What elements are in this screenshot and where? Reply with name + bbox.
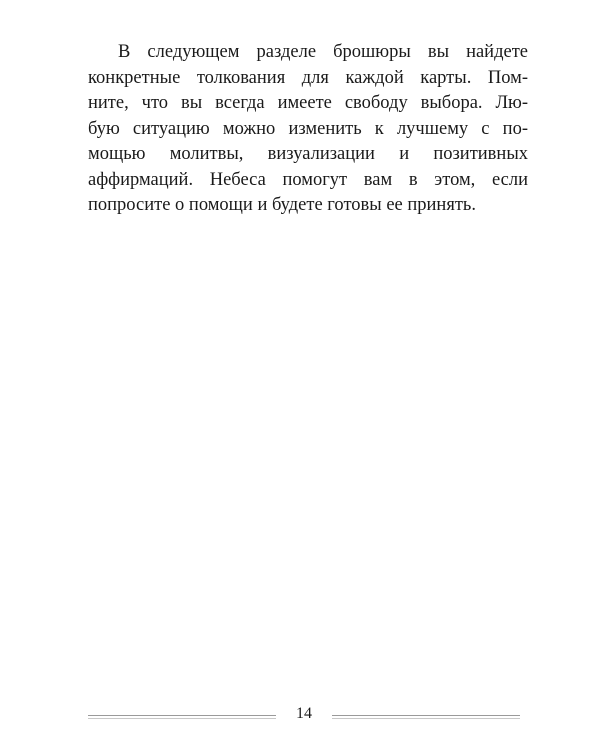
paragraph-line: ните, что вы всегда имеете свободу выбора. Лю-	[88, 93, 528, 113]
paragraph-line: попросите о помощи и будете готовы ее принять.	[88, 195, 476, 215]
page-number: 14	[296, 705, 312, 722]
paragraph-line: бую ситуацию можно изменить к лучшему с по-	[88, 118, 528, 139]
paragraph-line: аффирмаций. Небеса помогут вам в этом, если	[88, 169, 528, 190]
paragraph-line: конкретные толкования для каждой карты. Пом-	[88, 67, 528, 88]
page-footer	[88, 700, 520, 730]
paragraph-line: мощью молитвы, визуализации и позитивных	[88, 144, 528, 164]
paragraph-line: В следующем разделе брошюры вы найдете	[118, 42, 528, 62]
footer-rule-right	[332, 715, 520, 716]
body-paragraph	[88, 40, 528, 219]
